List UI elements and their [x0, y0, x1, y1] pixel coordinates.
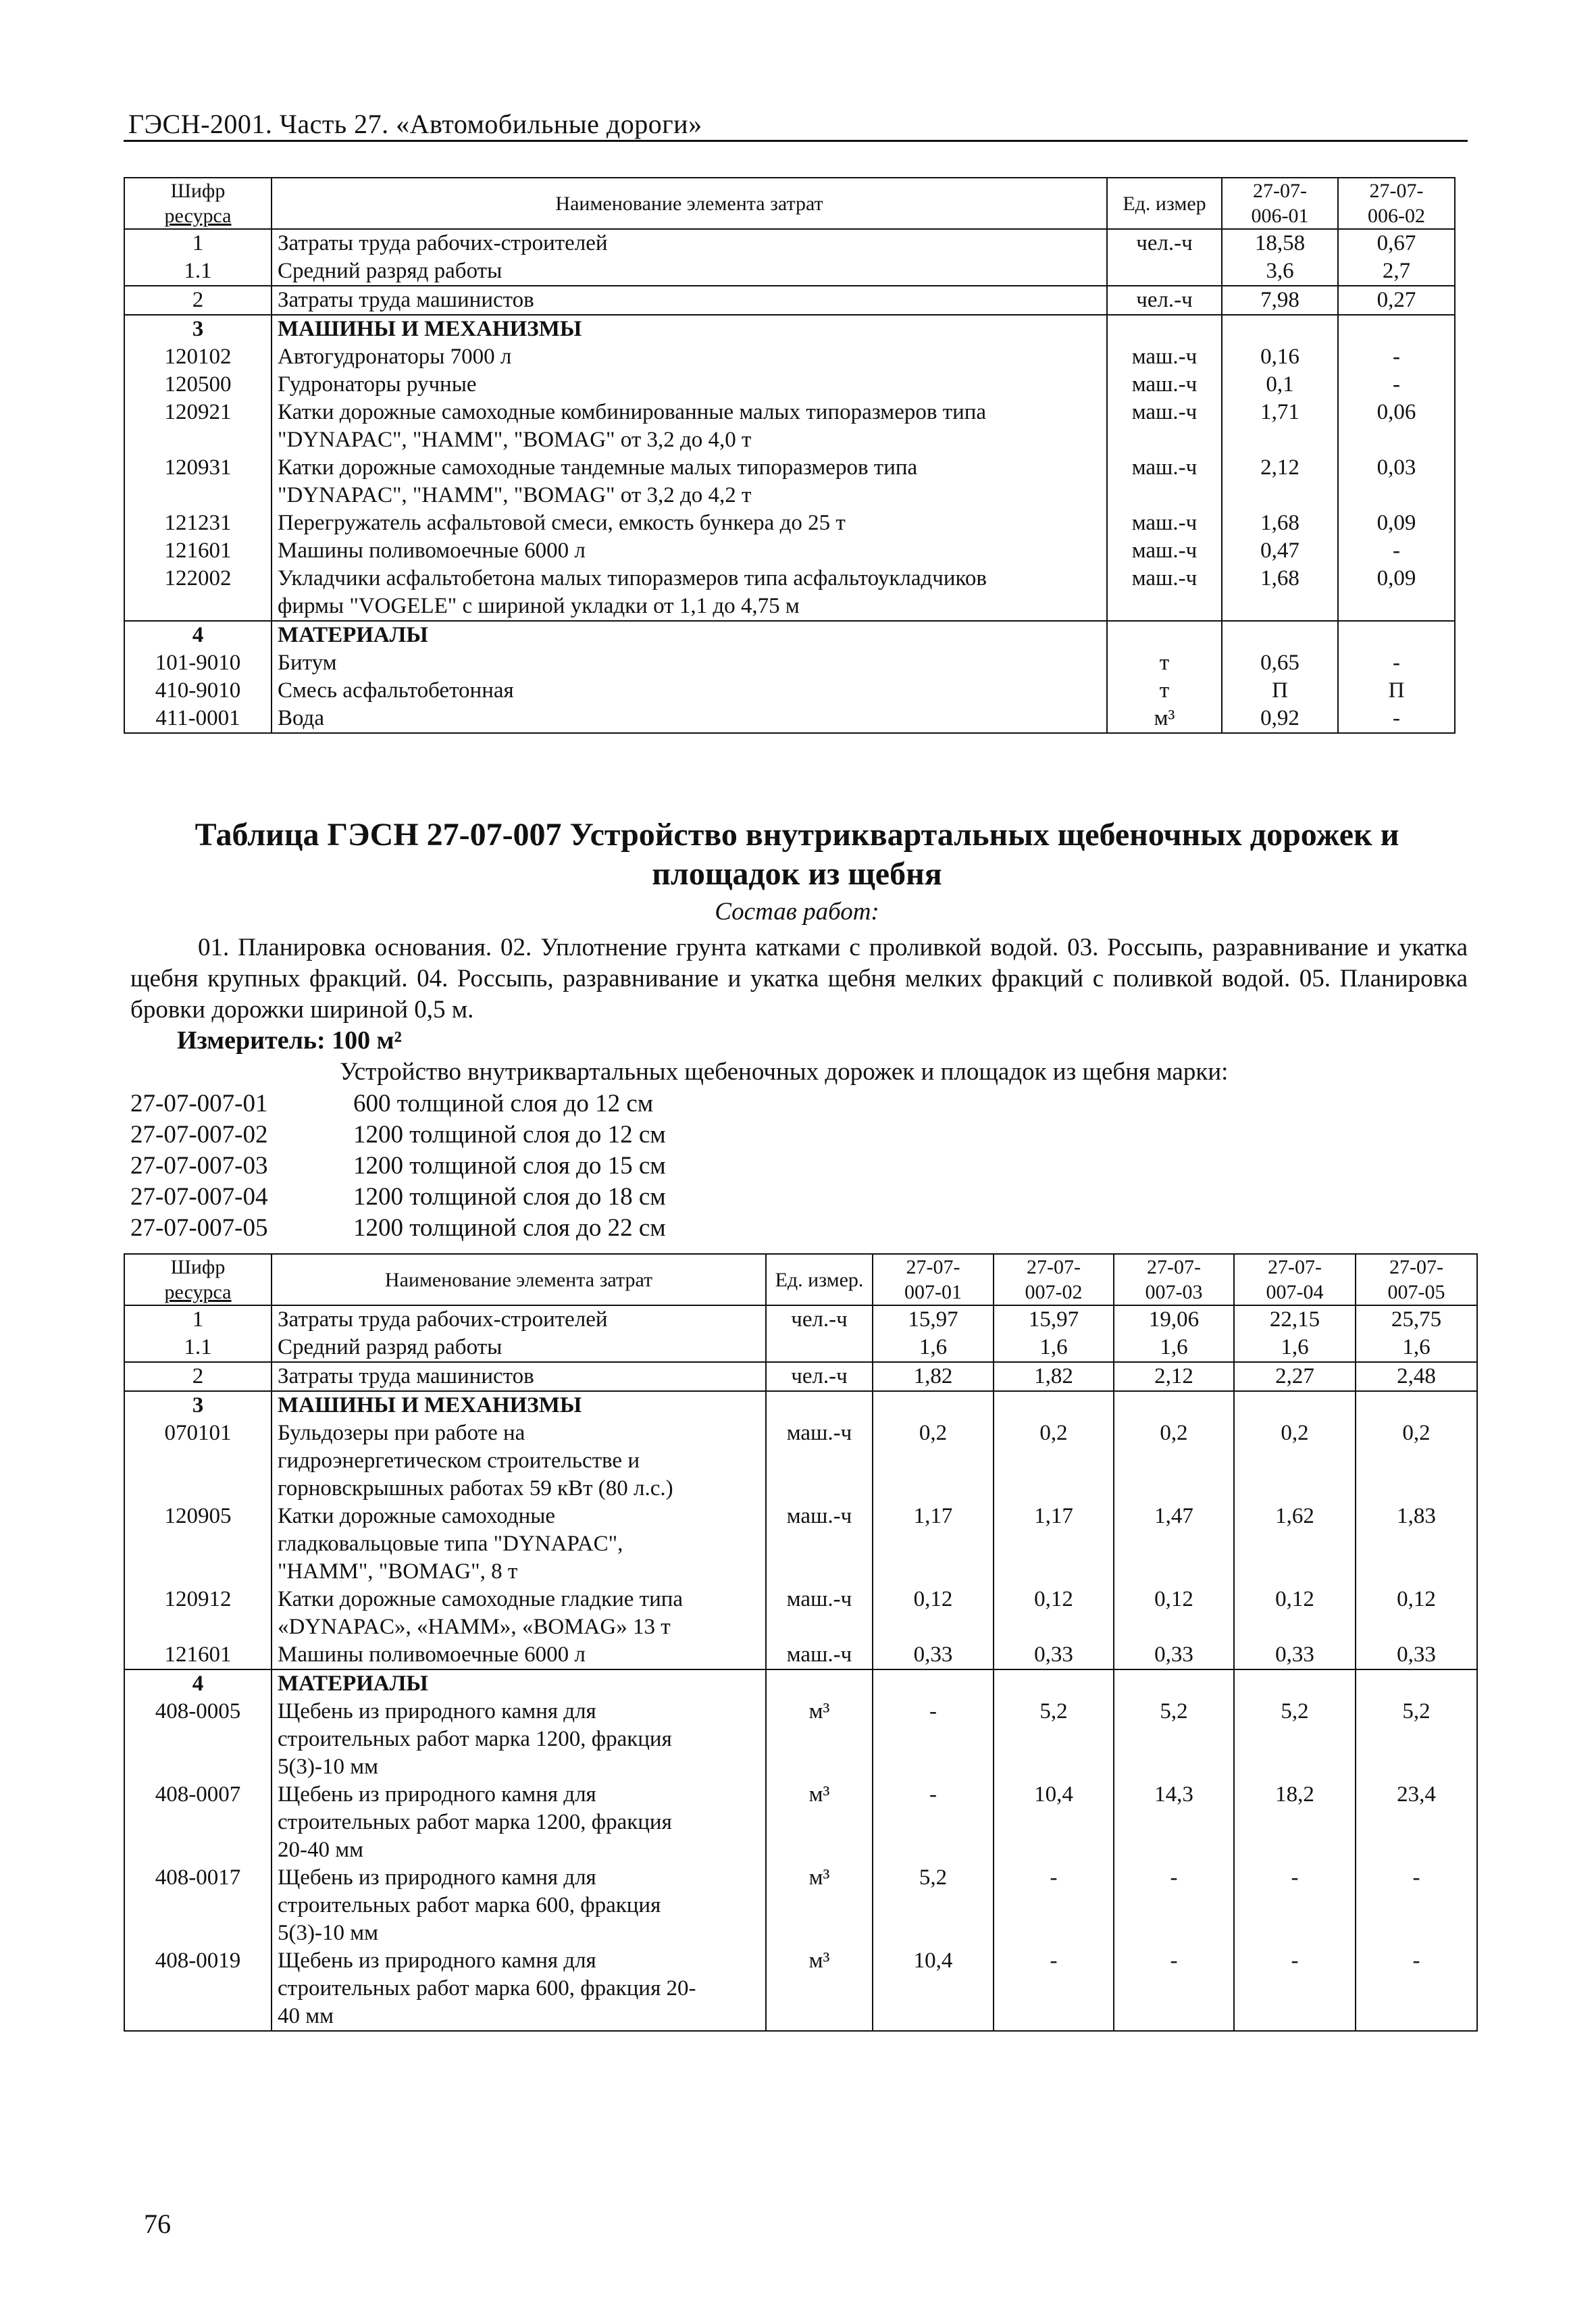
table-row — [124, 229, 1455, 257]
norm-value: - — [1234, 1947, 1356, 2031]
resource-code: 3 — [124, 315, 272, 343]
norm-value: - — [1393, 345, 1400, 369]
resource-code: 120912 — [124, 1586, 272, 1641]
norm-value: - — [1412, 1948, 1420, 1973]
norm-value: 0,16 — [1222, 343, 1338, 371]
resource-name — [272, 537, 1107, 565]
resource-name — [272, 1586, 766, 1641]
resource-unit: т — [1107, 677, 1222, 705]
resource-unit: м³ — [766, 1781, 873, 1864]
resource-name-line: строительных работ марка 1200, фракция — [278, 1727, 672, 1751]
section-title — [128, 815, 1466, 894]
norm-value — [873, 1669, 994, 1698]
norm-value — [1338, 621, 1455, 649]
norm-value: 10,4 — [994, 1781, 1114, 1864]
norm-value: 0,67 — [1338, 229, 1455, 257]
resource-code: 120905 — [124, 1503, 272, 1586]
resource-name — [272, 257, 1107, 286]
norm-value — [1114, 1669, 1234, 1698]
table-row — [124, 1641, 1477, 1669]
resource-name-line: строительных работ марка 1200, фракция — [278, 1810, 672, 1834]
resource-name-line: МАШИНЫ И МЕХАНИЗМЫ — [278, 1393, 582, 1417]
norm-value: - — [1114, 1947, 1234, 2031]
resource-name-line: Щебень из природного камня для — [278, 1699, 596, 1724]
resource-code: 1.1 — [124, 1334, 272, 1362]
norm-value: - — [873, 1698, 994, 1781]
resource-unit — [1107, 621, 1222, 649]
table-row — [124, 1669, 1477, 1698]
resource-name-line: Катки дорожные самоходные тандемные малых типоразмеров типа — [278, 455, 918, 480]
header-col-007-03: 27-07- 007-03 — [1114, 1254, 1234, 1305]
table-row — [124, 537, 1455, 565]
norm-value: 5,2 — [994, 1698, 1114, 1781]
resource-name-line: 40 мм — [278, 2004, 334, 2028]
resource-code: 120500 — [124, 371, 272, 399]
resource-name-line: Бульдозеры при работе на — [278, 1421, 525, 1445]
norm-value: - — [1393, 651, 1400, 675]
variant-code: 27-07-007-03 — [130, 1152, 268, 1180]
resource-code: 121231 — [124, 509, 272, 537]
resource-name-line: фирмы "VOGELE" с шириной укладки от 1,1 до 4,75 м — [278, 594, 800, 618]
norm-value: 1,68 — [1222, 509, 1338, 537]
resource-code: 4 — [124, 621, 272, 649]
table-row — [124, 509, 1455, 537]
resource-name — [272, 509, 1107, 537]
resource-name — [272, 705, 1107, 733]
table-header-row — [124, 1254, 1477, 1305]
resource-name-line: "HAMM", "BOMAG", 8 т — [278, 1559, 518, 1584]
resource-unit: м³ — [766, 1698, 873, 1781]
table-row — [124, 565, 1455, 621]
resource-name-line: 20-40 мм — [278, 1838, 364, 1862]
resource-unit — [766, 1334, 873, 1362]
resource-unit — [1107, 315, 1222, 343]
table-row — [124, 705, 1455, 733]
resource-name-line: Затраты труда рабочих-строителей — [278, 231, 608, 255]
resource-name-line: Катки дорожные самоходные гладкие типа — [278, 1587, 684, 1611]
section-title-line-1: Таблица ГЭСН 27-07-007 Устройство внутриквартальных щебеночных дорожек и — [195, 817, 1399, 853]
resource-name-line: горновскрышных работах 59 кВт (80 л.с.) — [278, 1476, 673, 1501]
resource-unit: маш.-ч — [1107, 565, 1222, 621]
norm-value: 0,12 — [1397, 1587, 1436, 1611]
norm-value — [873, 1391, 994, 1419]
resource-code: 122002 — [124, 565, 272, 621]
norm-value: 15,97 — [873, 1305, 994, 1334]
norm-value: 1,71 — [1222, 399, 1338, 454]
resource-code: 121601 — [124, 537, 272, 565]
norm-value: 2,7 — [1382, 259, 1411, 283]
table-row — [124, 1586, 1477, 1641]
header-code: Шифр ресурса — [124, 178, 272, 229]
norm-value: 3,6 — [1222, 257, 1338, 286]
resource-name — [272, 454, 1107, 509]
resource-name-line: строительных работ марка 600, фракция — [278, 1893, 661, 1917]
variant-text: 1200 толщиной слоя до 18 см — [353, 1183, 666, 1211]
resource-name-line: строительных работ марка 600, фракция 20- — [278, 1976, 696, 2001]
resource-name-line: гладковальцовые типа "DYNAPAC", — [278, 1532, 623, 1556]
header-unit: Ед. измер — [1107, 178, 1222, 229]
table-row — [124, 649, 1455, 677]
resource-name-line: Битум — [278, 651, 337, 675]
resource-unit: чел.-ч — [766, 1305, 873, 1334]
resource-name — [272, 1669, 766, 1698]
norm-value: 10,4 — [873, 1947, 994, 2031]
variant-code: 27-07-007-01 — [130, 1090, 268, 1117]
norm-value — [1356, 1391, 1477, 1419]
resource-unit — [1107, 257, 1222, 286]
resource-name-line: "DYNAPAC", "HAMM", "BOMAG" от 3,2 до 4,2 т — [278, 483, 752, 507]
resource-unit: маш.-ч — [1107, 509, 1222, 537]
resource-code: 120921 — [124, 399, 272, 454]
table-row — [124, 315, 1455, 343]
resource-code: 2 — [124, 286, 272, 315]
resource-code: 1 — [124, 229, 272, 257]
norm-value: 0,33 — [1397, 1642, 1436, 1667]
resource-code: 2 — [124, 1362, 272, 1391]
resource-name-line: Машины поливомоечные 6000 л — [278, 538, 586, 563]
norm-value: 0,65 — [1222, 649, 1338, 677]
resource-name-line: 5(3)-10 мм — [278, 1755, 378, 1779]
norm-value — [1338, 315, 1455, 343]
norm-value — [1234, 1669, 1356, 1698]
resource-unit: м³ — [766, 1864, 873, 1947]
variant-item — [130, 1120, 666, 1151]
norm-value: 0,33 — [1114, 1641, 1234, 1669]
resource-name-line: Затраты труда машинистов — [278, 1364, 534, 1388]
resource-name-line: Гудронаторы ручные — [278, 372, 477, 397]
measurement-unit: Измеритель: 100 м² — [177, 1026, 402, 1055]
variant-item — [130, 1213, 666, 1244]
resource-unit: чел.-ч — [1107, 286, 1222, 315]
resource-code: 408-0007 — [124, 1781, 272, 1864]
resource-unit: маш.-ч — [1107, 454, 1222, 509]
norm-value: 0,03 — [1376, 455, 1416, 480]
norm-value: 0,12 — [994, 1586, 1114, 1641]
table-row — [124, 1419, 1477, 1503]
norm-value: 0,2 — [1234, 1419, 1356, 1503]
resource-unit: чел.-ч — [766, 1362, 873, 1391]
resource-name — [272, 1391, 766, 1419]
resource-code: 3 — [124, 1391, 272, 1419]
norm-value: 1,82 — [994, 1362, 1114, 1391]
table-row — [124, 1864, 1477, 1947]
table-body — [124, 229, 1455, 733]
resource-code: 1 — [124, 1305, 272, 1334]
resource-name — [272, 1781, 766, 1864]
norm-value: - — [994, 1864, 1114, 1947]
norm-value: - — [1114, 1864, 1234, 1947]
norm-value: 23,4 — [1397, 1782, 1436, 1807]
header-rule — [124, 140, 1468, 142]
variant-text: 1200 толщиной слоя до 12 см — [353, 1121, 666, 1149]
resource-code: 120102 — [124, 343, 272, 371]
table-row — [124, 1698, 1477, 1781]
norm-value: 5,2 — [1402, 1699, 1431, 1724]
norm-value — [994, 1669, 1114, 1698]
norm-value: 1,47 — [1114, 1503, 1234, 1586]
resource-name — [272, 315, 1107, 343]
resource-name — [272, 399, 1107, 454]
resource-name-line: Смесь асфальтобетонная — [278, 678, 514, 703]
norm-value: 0,12 — [1234, 1586, 1356, 1641]
resource-unit: маш.-ч — [1107, 537, 1222, 565]
resource-unit: маш.-ч — [766, 1586, 873, 1641]
table-row — [124, 454, 1455, 509]
resource-name — [272, 565, 1107, 621]
resource-unit: маш.-ч — [1107, 343, 1222, 371]
variant-text: 1200 толщиной слоя до 15 см — [353, 1152, 666, 1180]
resource-name-line: МАТЕРИАЛЫ — [278, 1671, 428, 1696]
norm-value: 0,09 — [1376, 511, 1416, 535]
resource-unit — [766, 1391, 873, 1419]
resource-name — [272, 1334, 766, 1362]
header-col-007-01: 27-07- 007-01 — [873, 1254, 994, 1305]
resource-name — [272, 286, 1107, 315]
variant-code: 27-07-007-05 — [130, 1214, 268, 1242]
header-unit: Ед. измер. — [766, 1254, 873, 1305]
table-row — [124, 1947, 1477, 2031]
resource-code: 4 — [124, 1669, 272, 1698]
norm-value: 2,48 — [1356, 1362, 1477, 1391]
variant-item — [130, 1088, 666, 1120]
norm-value: - — [1393, 706, 1400, 730]
norm-value — [1234, 1391, 1356, 1419]
variant-code: 27-07-007-02 — [130, 1121, 268, 1149]
variant-text: 1200 толщиной слоя до 22 см — [353, 1214, 666, 1242]
norm-value: 1,62 — [1234, 1503, 1356, 1586]
norm-value: П — [1222, 677, 1338, 705]
norm-value: 0,27 — [1338, 286, 1455, 315]
norm-value: 2,12 — [1114, 1362, 1234, 1391]
norm-value: 1,6 — [1234, 1334, 1356, 1362]
resource-name-line: Щебень из природного камня для — [278, 1782, 596, 1807]
resource-name-line: «DYNAPAC», «HAMM», «BOMAG» 13 т — [278, 1615, 671, 1639]
resource-name — [272, 343, 1107, 371]
norm-value: 22,15 — [1234, 1305, 1356, 1334]
table-body — [124, 1305, 1477, 2031]
resource-name-line: Укладчики асфальтобетона малых типоразмеров типа асфальтоукладчиков — [278, 566, 987, 590]
header-name: Наименование элемента затрат — [272, 1254, 766, 1305]
norm-value: 0,92 — [1222, 705, 1338, 733]
norm-value: 7,98 — [1222, 286, 1338, 315]
resource-table-006 — [124, 177, 1456, 734]
resource-unit: т — [1107, 649, 1222, 677]
resource-name — [272, 1641, 766, 1669]
resource-name-line: Затраты труда машинистов — [278, 288, 534, 312]
norm-value: 0,2 — [873, 1419, 994, 1503]
resource-name — [272, 229, 1107, 257]
table-row — [124, 1334, 1477, 1362]
resource-name — [272, 1362, 766, 1391]
table-row — [124, 371, 1455, 399]
table-row — [124, 286, 1455, 315]
resource-name-line: Щебень из природного камня для — [278, 1865, 596, 1890]
norm-value: - — [1393, 538, 1400, 563]
resource-name-line: "DYNAPAC", "HAMM", "BOMAG" от 3,2 до 4,0 т — [278, 428, 752, 452]
norm-value — [1222, 621, 1338, 649]
header-name: Наименование элемента затрат — [272, 178, 1107, 229]
table-row — [124, 1362, 1477, 1391]
norm-value — [994, 1391, 1114, 1419]
resource-name-line: Катки дорожные самоходные — [278, 1504, 556, 1528]
norm-value: 18,2 — [1234, 1781, 1356, 1864]
resource-code: 408-0019 — [124, 1947, 272, 2031]
norm-value: 1,83 — [1397, 1504, 1436, 1528]
norm-value: 25,75 — [1356, 1305, 1477, 1334]
header-col-007-05: 27-07- 007-05 — [1356, 1254, 1477, 1305]
variant-item — [130, 1151, 666, 1182]
running-head: ГЭСН-2001. Часть 27. «Автомобильные дороги» — [128, 109, 702, 139]
resource-name-line: Перегружатель асфальтовой смеси, емкость бункера до 25 т — [278, 511, 846, 535]
resource-name-line: Щебень из природного камня для — [278, 1948, 596, 1973]
norm-value — [1222, 315, 1338, 343]
norm-value: 1,6 — [1114, 1334, 1234, 1362]
norm-value: 1,68 — [1222, 565, 1338, 621]
resource-code: 1.1 — [124, 257, 272, 286]
table-row — [124, 1503, 1477, 1586]
norm-value: 15,97 — [994, 1305, 1114, 1334]
resource-name — [272, 1698, 766, 1781]
norm-value — [1114, 1391, 1234, 1419]
table-row — [124, 1305, 1477, 1334]
resource-unit: маш.-ч — [1107, 399, 1222, 454]
norm-value: 0,2 — [994, 1419, 1114, 1503]
norm-value: 0,09 — [1376, 566, 1416, 590]
norm-value: 0,2 — [1114, 1419, 1234, 1503]
resource-code: 120931 — [124, 454, 272, 509]
norm-value: 1,6 — [994, 1334, 1114, 1362]
resource-name-line: Вода — [278, 706, 324, 730]
table-row — [124, 399, 1455, 454]
norm-value — [1356, 1669, 1477, 1698]
section-title-line-2: площадок из щебня — [652, 856, 942, 892]
norm-value: 1,17 — [873, 1503, 994, 1586]
variant-code: 27-07-007-04 — [130, 1183, 268, 1211]
work-composition-text: 01. Планировка основания. 02. Уплотнение грунта катками с проливкой водой. 03. Россыпь, разравнивание и укатка щебня крупных фракций. 04. Россыпь, разравнивание и укатка щебня мелких фракций с поливкой водой. 05. Планировка бровки дорожки шириной 0,5 м. — [130, 934, 1468, 1024]
norm-value: 1,6 — [1402, 1335, 1431, 1359]
resource-unit: маш.-ч — [766, 1419, 873, 1503]
resource-name-line: Затраты труда рабочих-строителей — [278, 1307, 608, 1332]
table-header-row — [124, 178, 1455, 229]
norm-value: 5,2 — [873, 1864, 994, 1947]
norm-value: 0,12 — [873, 1586, 994, 1641]
resource-name — [272, 1503, 766, 1586]
header-col-007-04: 27-07- 007-04 — [1234, 1254, 1356, 1305]
norm-value: П — [1388, 678, 1405, 703]
norm-value: 0,1 — [1222, 371, 1338, 399]
norm-value: 18,58 — [1222, 229, 1338, 257]
norm-value: - — [1412, 1865, 1420, 1890]
resource-code: 070101 — [124, 1419, 272, 1503]
resource-code: 411-0001 — [124, 705, 272, 733]
page-number: 76 — [144, 2209, 171, 2239]
resource-name-line: 5(3)-10 мм — [278, 1921, 378, 1945]
work-composition-heading: Состав работ: — [715, 898, 879, 926]
norm-value: - — [1234, 1864, 1356, 1947]
resource-code: 410-9010 — [124, 677, 272, 705]
norm-value: 2,12 — [1222, 454, 1338, 509]
resource-unit — [766, 1669, 873, 1698]
norm-value: - — [994, 1947, 1114, 2031]
header-col-006-02: 27-07- 006-02 — [1338, 178, 1455, 229]
resource-unit: м³ — [766, 1947, 873, 2031]
resource-name-line: МАШИНЫ И МЕХАНИЗМЫ — [278, 317, 582, 341]
norm-value: 0,2 — [1402, 1421, 1431, 1445]
variant-text: 600 толщиной слоя до 12 см — [353, 1090, 654, 1117]
resource-name-line: Средний разряд работы — [278, 1335, 503, 1359]
resource-name-line: Машины поливомоечные 6000 л — [278, 1642, 586, 1667]
resource-code: 101-9010 — [124, 649, 272, 677]
resource-name — [272, 1947, 766, 2031]
norm-value: 5,2 — [1114, 1698, 1234, 1781]
norm-value: 0,12 — [1114, 1586, 1234, 1641]
resource-name-line: Автогудронаторы 7000 л — [278, 345, 512, 369]
norm-value: 0,33 — [994, 1641, 1114, 1669]
resource-name — [272, 649, 1107, 677]
resource-name — [272, 621, 1107, 649]
resource-name — [272, 677, 1107, 705]
resource-name — [272, 1305, 766, 1334]
norm-value: 1,82 — [873, 1362, 994, 1391]
header-col-007-02: 27-07- 007-02 — [994, 1254, 1114, 1305]
norm-value: 14,3 — [1114, 1781, 1234, 1864]
resource-code: 121601 — [124, 1641, 272, 1669]
table-row — [124, 621, 1455, 649]
resource-unit: чел.-ч — [1107, 229, 1222, 257]
table-row — [124, 677, 1455, 705]
table-row — [124, 343, 1455, 371]
variants-list — [130, 1088, 666, 1244]
resource-name-line: Средний разряд работы — [278, 259, 503, 283]
resource-name — [272, 1419, 766, 1503]
resource-unit: маш.-ч — [1107, 371, 1222, 399]
header-col-006-01: 27-07- 006-01 — [1222, 178, 1338, 229]
variant-item — [130, 1182, 666, 1213]
resource-name-line: Катки дорожные самоходные комбинированные малых типоразмеров типа — [278, 400, 987, 424]
norm-value: 5,2 — [1234, 1698, 1356, 1781]
resource-code: 408-0017 — [124, 1864, 272, 1947]
resource-table-007 — [124, 1253, 1478, 2032]
table-row — [124, 1781, 1477, 1864]
resource-name-line: МАТЕРИАЛЫ — [278, 623, 428, 647]
norm-value: 0,47 — [1222, 537, 1338, 565]
norm-value: 1,17 — [994, 1503, 1114, 1586]
resource-name — [272, 1864, 766, 1947]
resource-code: 408-0005 — [124, 1698, 272, 1781]
norm-value: 0,06 — [1376, 400, 1416, 424]
norm-value: 0,33 — [1234, 1641, 1356, 1669]
resource-unit: маш.-ч — [766, 1641, 873, 1669]
variants-intro: Устройство внутриквартальных щебеночных дорожек и площадок из щебня марки: — [340, 1058, 1229, 1086]
norm-value: - — [1393, 372, 1400, 397]
norm-value: - — [873, 1781, 994, 1864]
norm-value: 2,27 — [1234, 1362, 1356, 1391]
table-row — [124, 257, 1455, 286]
norm-value: 19,06 — [1114, 1305, 1234, 1334]
resource-unit: маш.-ч — [766, 1503, 873, 1586]
resource-name — [272, 371, 1107, 399]
resource-unit: м³ — [1107, 705, 1222, 733]
norm-value: 0,33 — [873, 1641, 994, 1669]
header-code: Шифр ресурса — [124, 1254, 272, 1305]
norm-value: 1,6 — [873, 1334, 994, 1362]
table-row — [124, 1391, 1477, 1419]
resource-name-line: гидроэнергетическом строительстве и — [278, 1449, 640, 1473]
